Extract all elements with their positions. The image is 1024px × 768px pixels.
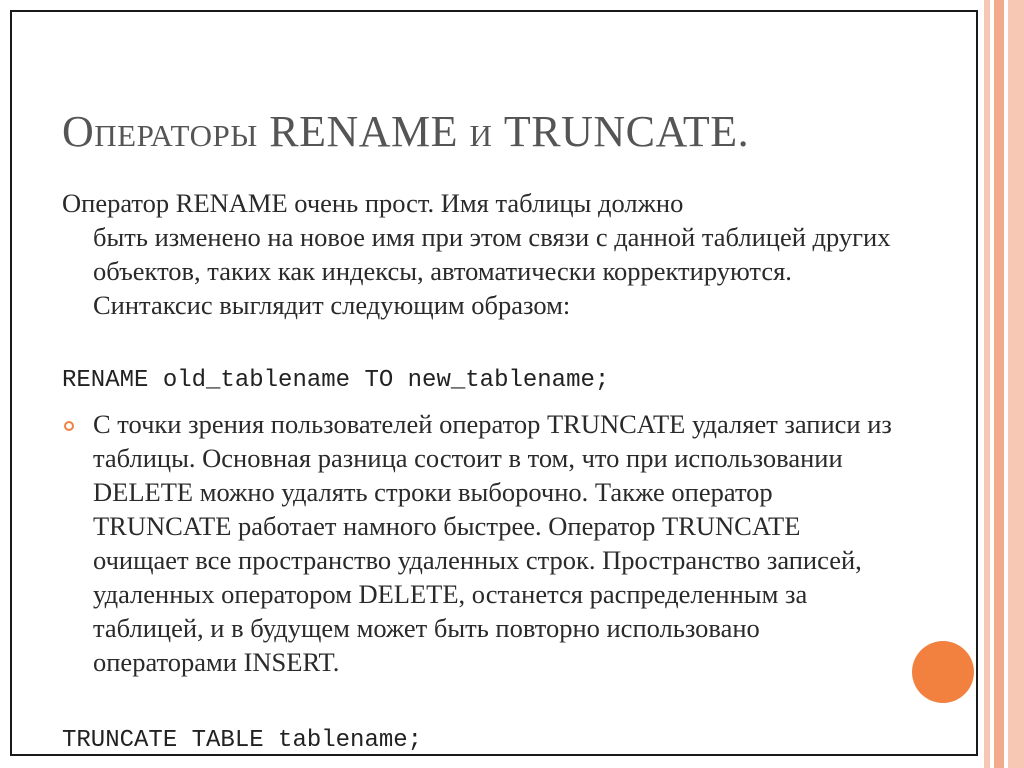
decorative-circle bbox=[912, 641, 974, 703]
paragraph-rename bbox=[62, 186, 892, 322]
code-truncate: TRUNCATE TABLE tablename; bbox=[62, 727, 423, 754]
paragraph-rename-first-line: Оператор RENAME очень прост. Имя таблицы должно bbox=[62, 188, 684, 218]
stripe bbox=[994, 0, 1004, 768]
slide-title: Операторы RENAME и TRUNCATE. bbox=[62, 107, 750, 156]
decorative-stripes bbox=[978, 0, 1024, 768]
stripe bbox=[1008, 0, 1024, 768]
code-rename: RENAME old_tablename TO new_tablename; bbox=[62, 367, 610, 394]
bullet-circle-icon bbox=[64, 421, 74, 431]
paragraph-rename-rest: быть изменено на новое имя при этом связи с данной таблицей других объектов, таких как индексы, автоматически корректируются. Синтаксис выглядит следующим образом: bbox=[93, 222, 891, 320]
paragraph-truncate: С точки зрения пользователей оператор TRUNCATE удаляет записи из таблицы. Основная разница состоит в том, что при использовании DELETE можно удалять строки выборочно. Также оператор TRUNCATE работает намного быстрее. Оператор TRUNCATE очищает все пространство удаленных строк. Пространство записей, удаленных оператором DELETE, останется распределенным за таблицей, и в будущем может быть повторно использовано операторами INSERT. bbox=[93, 409, 892, 677]
